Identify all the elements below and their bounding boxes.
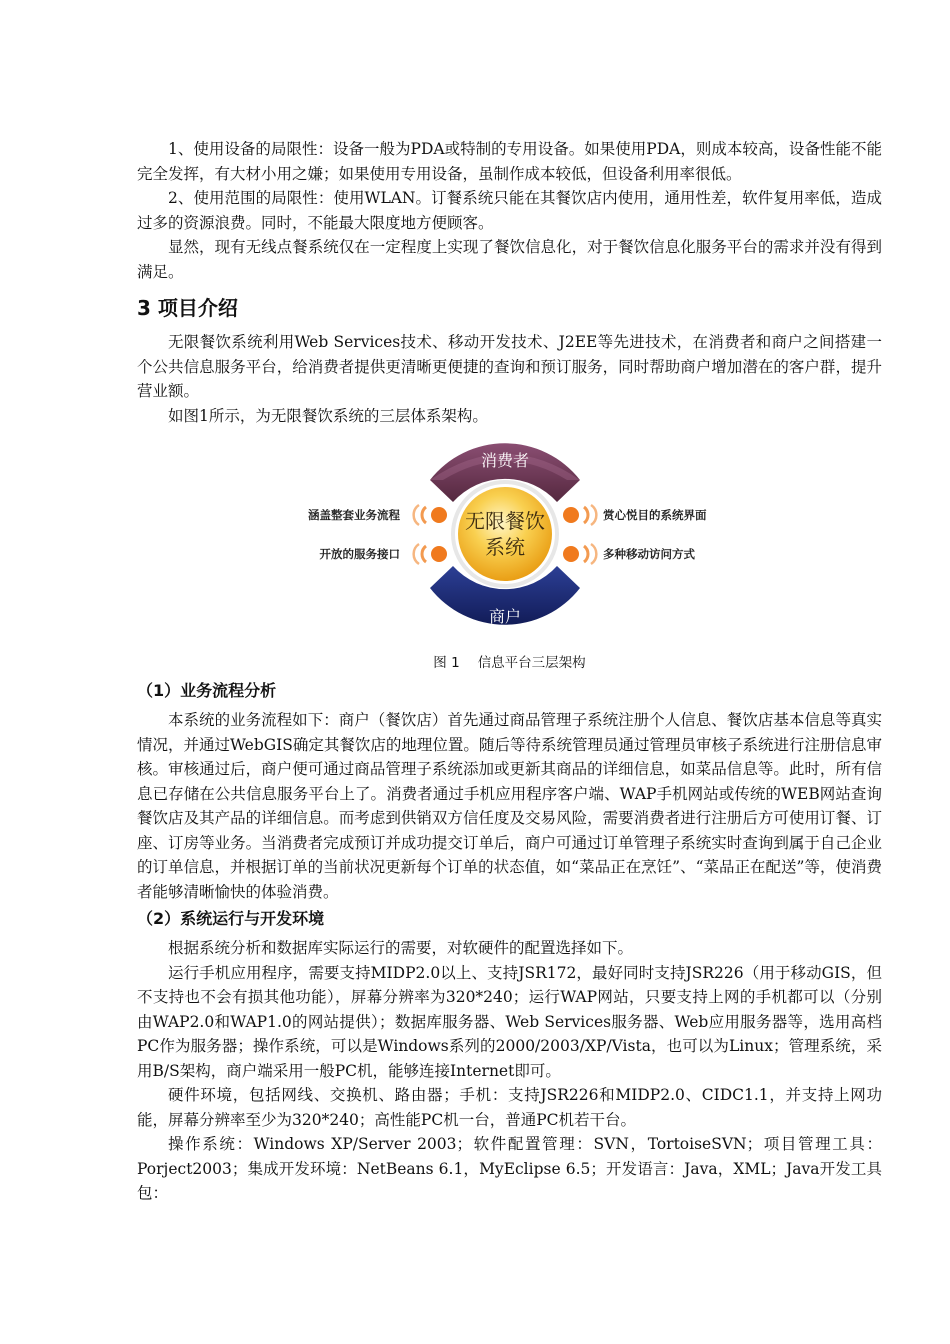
right-top-label: 赏心悦目的系统界面 xyxy=(603,508,707,522)
document-body xyxy=(137,137,882,1206)
architecture-figure xyxy=(137,430,882,676)
paragraph: 如图1所示，为无限餐饮系统的三层体系架构。 xyxy=(168,406,488,425)
paragraph: 显然，现有无线点餐系统仅在一定程度上实现了餐饮信息化，对于餐饮信息化服务平台的需求并没有得到满足。 xyxy=(137,238,882,281)
center-circle xyxy=(458,487,552,581)
consumer-label: 消费者 xyxy=(480,451,530,470)
paragraph: 2、使用范围的局限性：使用WLAN。订餐系统只能在其餐饮店内使用，通用性差，软件复用率低，造成过多的资源浪费。同时，不能最大限度地方便顾客。 xyxy=(137,189,882,232)
left-bottom-label: 开放的服务接口 xyxy=(319,547,400,561)
paragraph: 无限餐饮系统利用Web Services技术、移动开发技术、J2EE等先进技术，在消费者和商户之间搭建一个公共信息服务平台，给消费者提供更清晰更便捷的查询和预订服务，同时帮助商户增加潜在的客户群，提升营业额。 xyxy=(137,333,882,400)
merchant-label: 商户 xyxy=(488,607,522,626)
figure-number: 图 1 xyxy=(433,655,460,671)
paragraph: 1、使用设备的局限性：设备一般为PDA或特制的专用设备。如果使用PDA，则成本较高，设备性能不能完全发挥，有大材小用之嫌；如果使用专用设备，虽制作成本较低，但设备利用率很低。 xyxy=(137,140,882,183)
paragraph: 本系统的业务流程如下：商户（餐饮店）首先通过商品管理子系统注册个人信息、餐饮店基本信息等真实情况，并通过WebGIS确定其餐饮店的地理位置。随后等待系统管理员通过管理员审核子系统进行注册信息审核。审核通过后，商户便可通过商品管理子系统添加或更新其商品的详细信息，如菜品信息等。此时，所有信息已存储在公共信息服务平台上了。消费者通过手机应用程序客户端、WAP手机网站或传统的WEB网站查询餐饮店及其产品的详细信息。而考虑到供销双方信任度及交易风险，需要消费者进行注册后方可使用订餐、订座、订房等业务。当消费者完成预订并成功提交订单后，商户可通过订单管理子系统实时查询到属于自己企业的订单信息，并根据订单的当前状况更新每个订单的状态值，如“菜品正在烹饪”、“菜品正在配送”等，使消费者能够清晰愉快的体验消费。 xyxy=(137,711,882,901)
right-top-ring-icon xyxy=(563,505,596,525)
right-bottom-ring-icon xyxy=(563,544,596,564)
right-bottom-label: 多种移动访问方式 xyxy=(603,547,695,561)
figure-caption-text: 信息平台三层架构 xyxy=(477,655,586,671)
subsection-heading: （1）业务流程分析 xyxy=(137,681,277,700)
section-heading: 3 项目介绍 xyxy=(137,296,238,320)
paragraph: 操作系统：Windows XP/Server 2003；软件配置管理：SVN，TortoiseSVN；项目管理工具：Porject2003；集成开发环境：NetBeans 6.1，MyEclipse 6.5；开发语言：Java，XML；Java开发工具包： xyxy=(137,1135,882,1202)
left-top-ring-icon xyxy=(414,505,447,525)
paragraph: 运行手机应用程序，需要支持MIDP2.0以上、支持JSR172，最好同时支持JSR226（用于移动GIS，但不支持也不会有损其他功能），屏幕分辨率为320*240；运行WAP网站，只要支持上网的手机都可以（分别由WAP2.0和WAP1.0的网站提供）；数据库服务器、Web Services服务器、Web应用服务器等，选用高档PC作为服务器；操作系统，可以是Windows系列的2000/2003/XP/Vista，也可以为Linux；管理系统，采用B/S架构，商户端采用一般PC机，能够连接Internet即可。 xyxy=(137,963,882,1080)
center-label-line1: 无限餐饮 xyxy=(465,509,545,533)
center-label-line2: 系统 xyxy=(485,535,525,559)
figure-caption xyxy=(137,652,882,674)
architecture-diagram xyxy=(137,430,882,676)
paragraph: 硬件环境，包括网线、交换机、路由器；手机：支持JSR226和MIDP2.0、CIDC1.1，并支持上网功能，屏幕分辨率至少为320*240；高性能PC机一台，普通PC机若干台。 xyxy=(137,1086,882,1129)
subsection-heading: （2）系统运行与开发环境 xyxy=(137,909,325,928)
left-top-label: 涵盖整套业务流程 xyxy=(308,508,400,522)
paragraph: 根据系统分析和数据库实际运行的需要，对软硬件的配置选择如下。 xyxy=(168,939,634,957)
left-bottom-ring-icon xyxy=(414,544,447,564)
